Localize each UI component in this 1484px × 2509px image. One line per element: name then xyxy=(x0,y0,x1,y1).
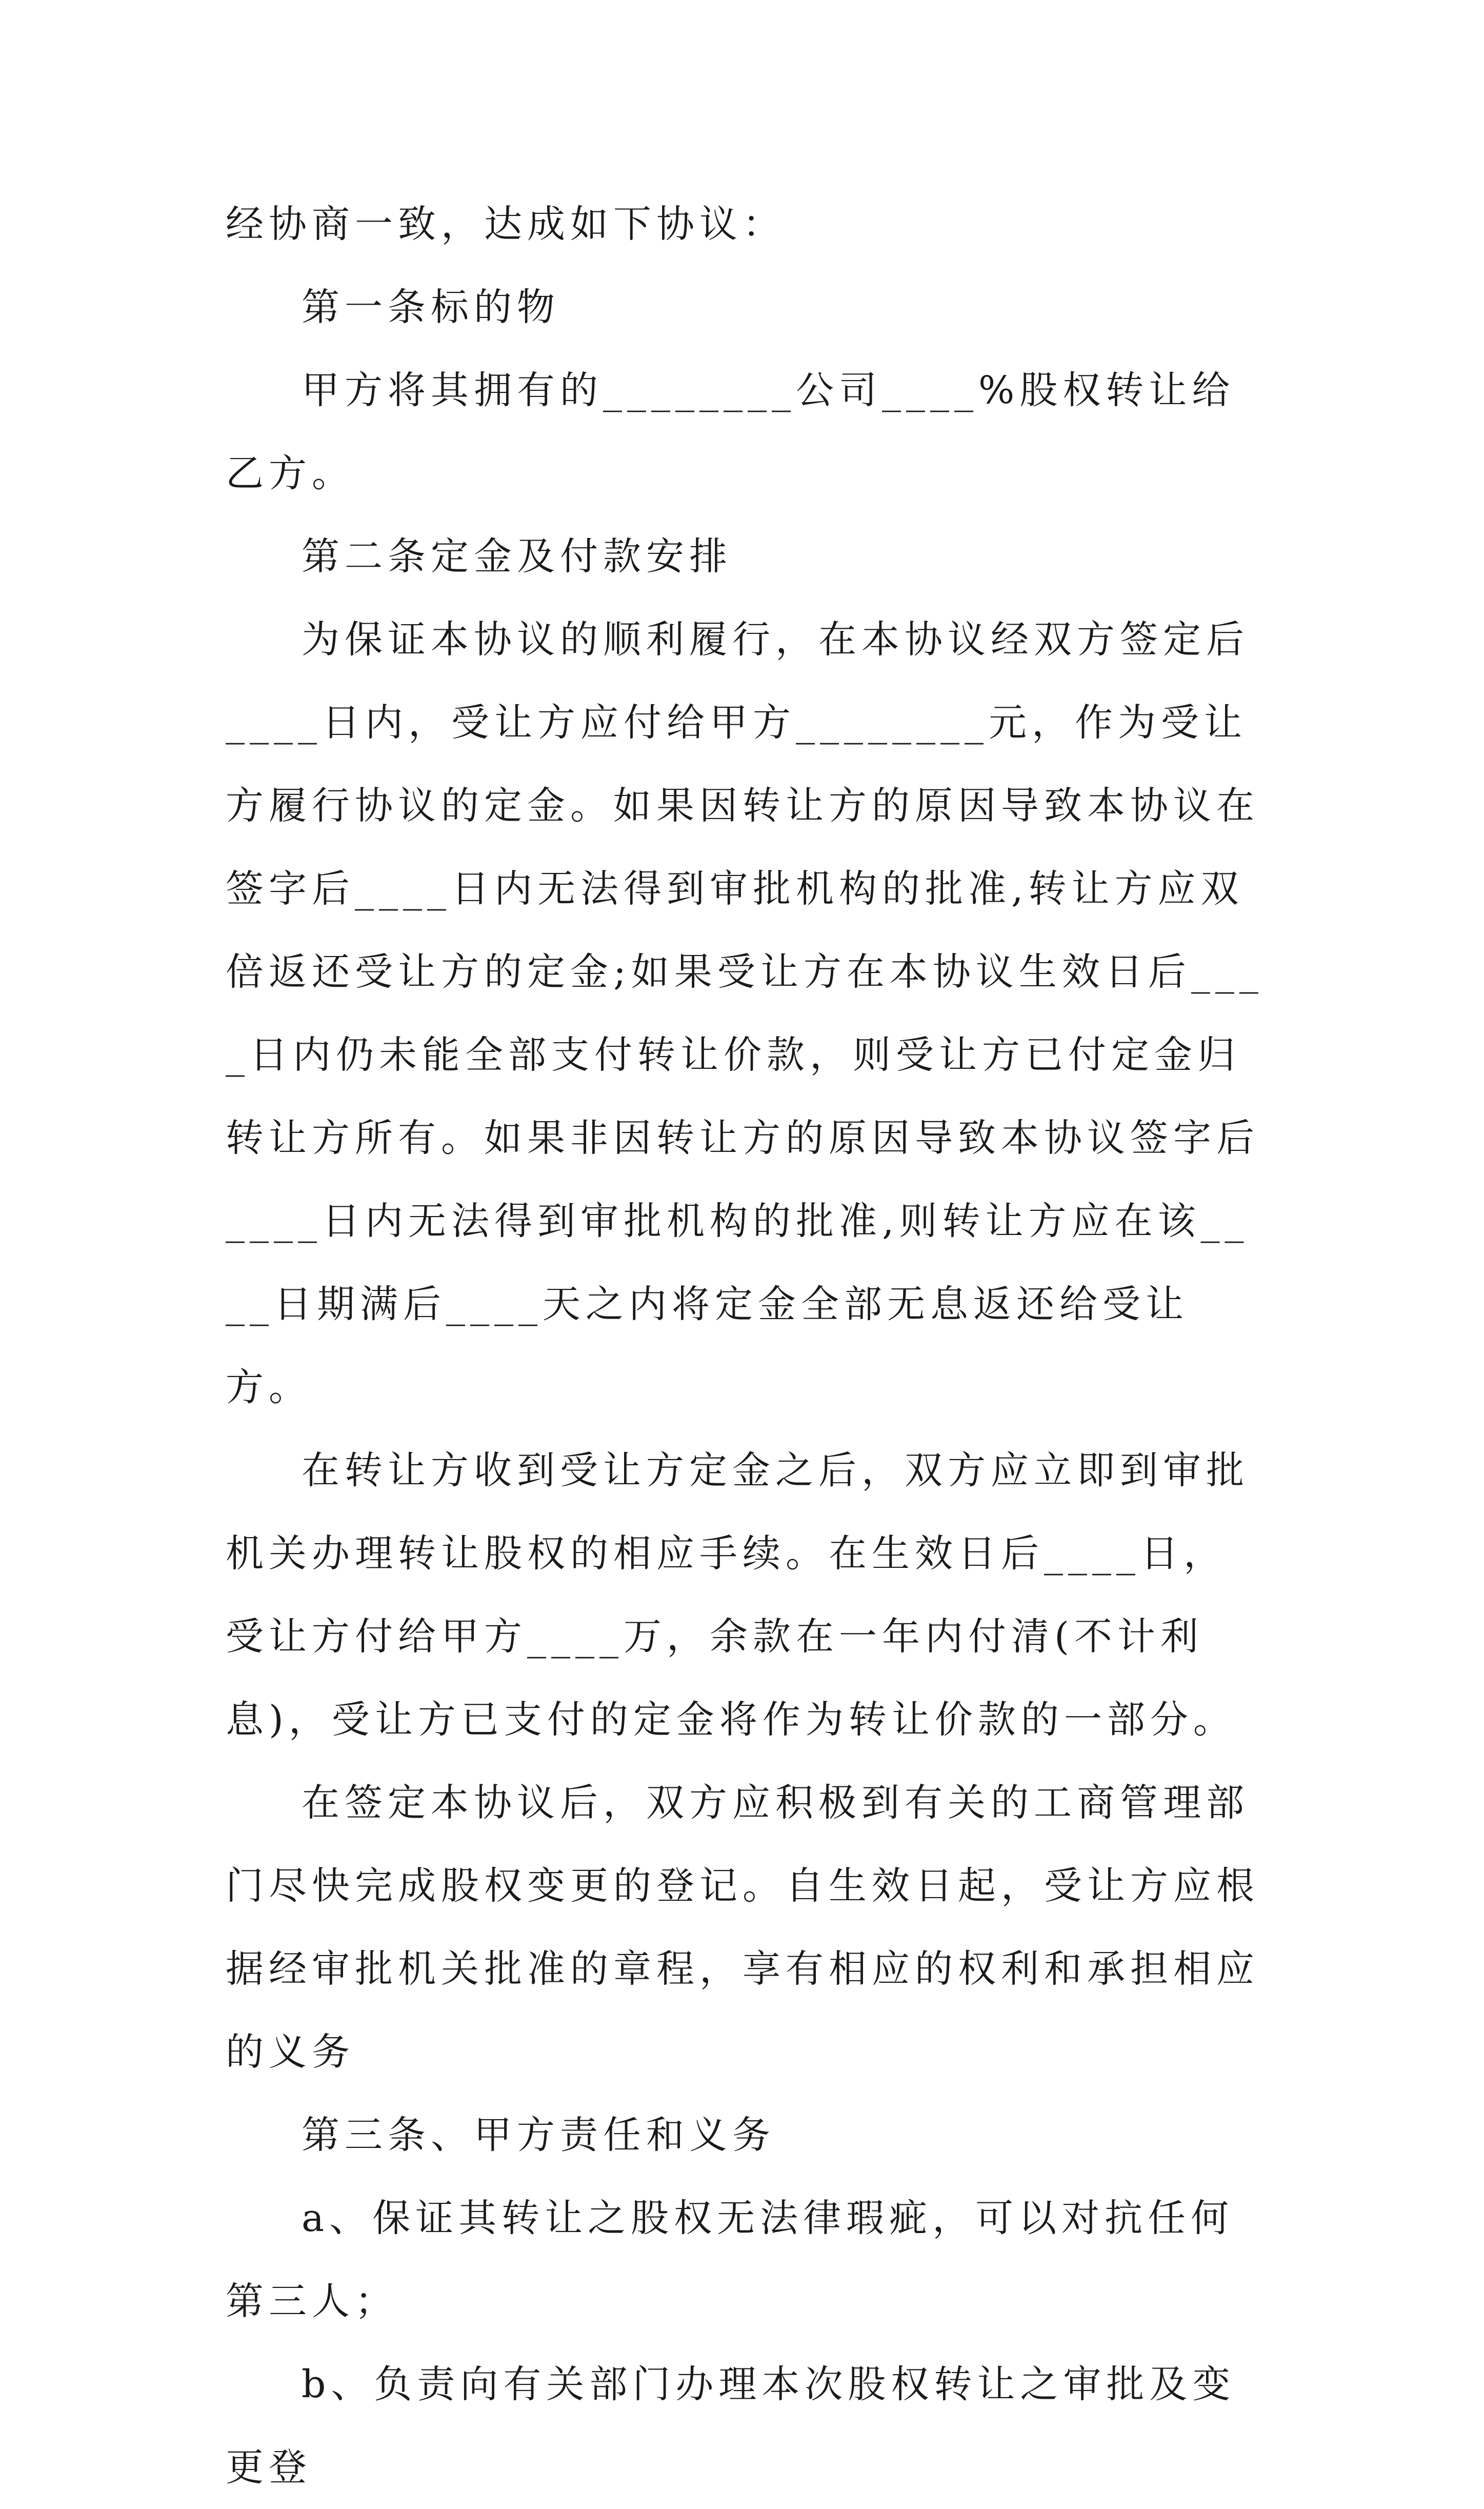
article-2-deposit-paragraph: 为保证本协议的顺利履行，在本协议经双方签定后____日内，受让方应付给甲方________元，作为受让方履行协议的定金。如果因转让方的原因导致本协议在签字后____日内无法得到审批机构的批准,转让方应双倍返还受让方的定金;如果受让方在本协议生效日后____日内仍未能全部支付转让价款，则受让方已付定金归转让方所有。如果非因转让方的原因导致本协议签字后____日内无法得到审批机构的批准,则转让方应在该____日期满后____天之内将定金全部无息返还给受让方。 xyxy=(226,618,1264,1409)
article-2-registration-paragraph: 在签定本协议后，双方应积极到有关的工商管理部门尽快完成股权变更的登记。自生效日起，受让方应根据经审批机关批准的章程，享有相应的权利和承担相应的义务 xyxy=(226,1781,1259,2074)
article-3-item-a: a、保证其转让之股权无法律瑕疵，可以对抗任何第三人； xyxy=(226,2196,1234,2323)
article-1-heading: 第一条标的物 xyxy=(302,285,560,329)
paragraph-intro: 经协商一致，达成如下协议： xyxy=(226,202,786,246)
article-3-heading: 第三条、甲方责任和义务 xyxy=(302,2113,775,2157)
article-3-item-b: b、负责向有关部门办理本次股权转让之审批及变更登 xyxy=(226,2362,1236,2490)
article-1-body: 甲方将其拥有的________公司____%股权转让给乙方。 xyxy=(226,368,1235,495)
article-2-payment-paragraph: 在转让方收到受让方定金之后，双方应立即到审批机关办理转让股权的相应手续。在生效日后____日，受让方付给甲方____万，余款在一年内付清(不计利息)，受让方已支付的定金将作为转让价款的一部分。 xyxy=(226,1448,1249,1742)
article-2-heading: 第二条定金及付款安排 xyxy=(302,534,732,579)
document-body xyxy=(226,183,1267,2509)
